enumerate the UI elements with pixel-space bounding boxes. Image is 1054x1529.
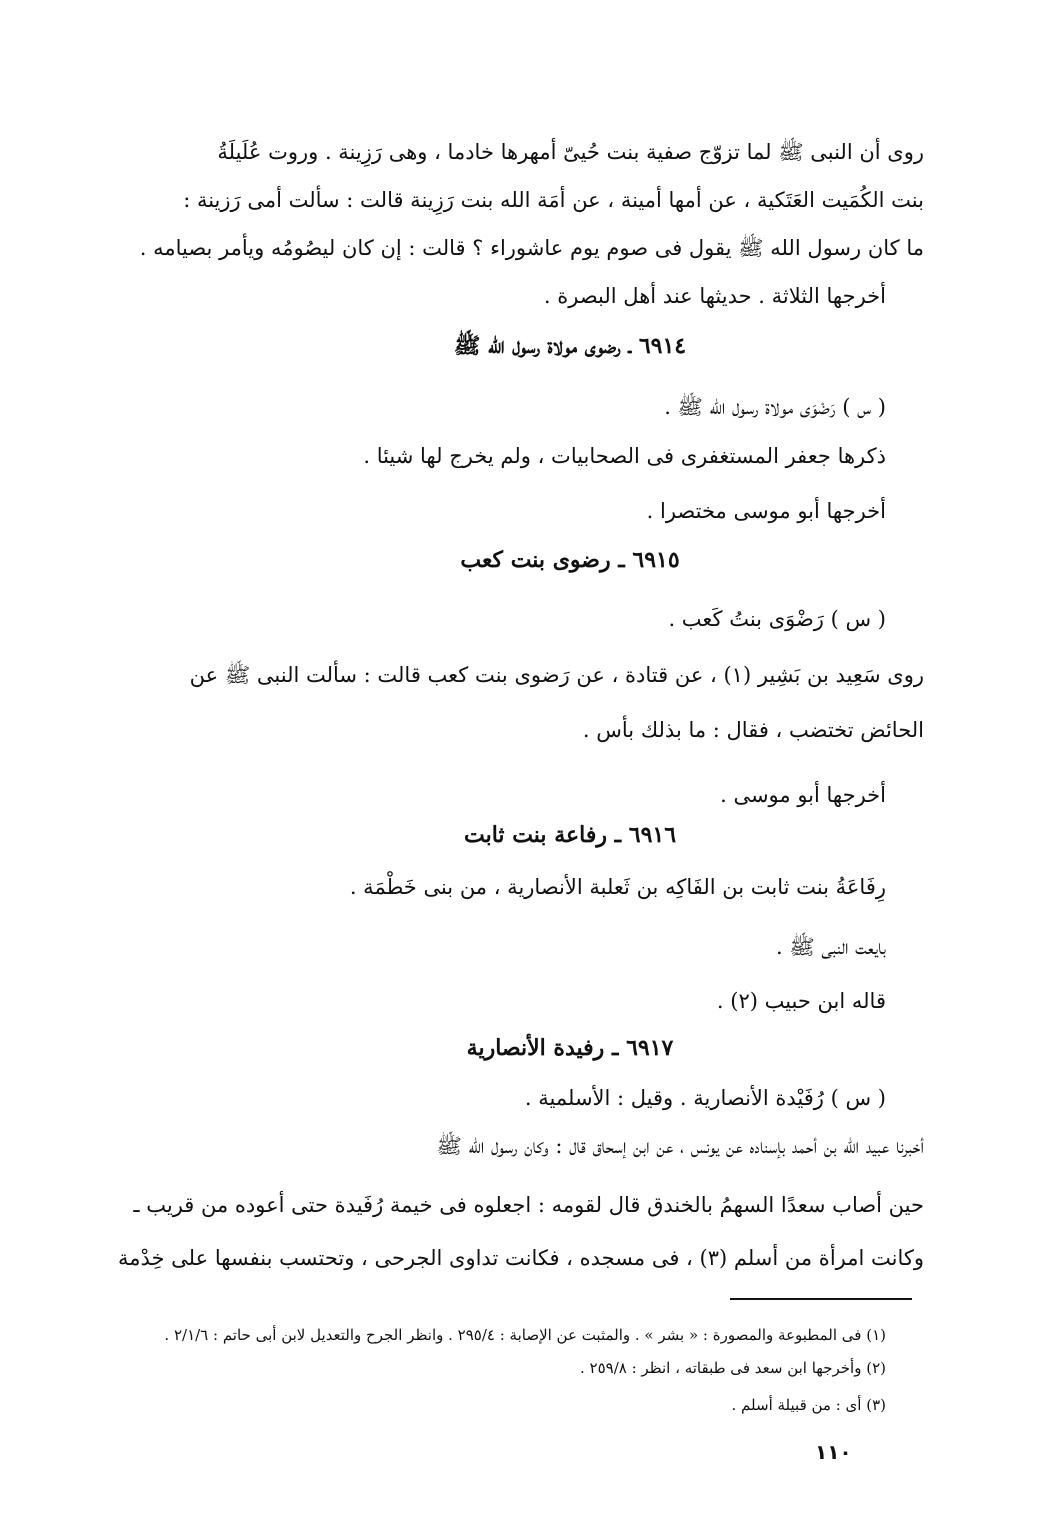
text-line: أخبرنا عبيد الله بن أحمد بإسناده عن يونس ، عن ابن إسحاق قال : وكان رسول الله ﷺ <box>436 1134 924 1158</box>
text-line: بايعت النبى ﷺ . <box>775 935 886 959</box>
text-line: حين أصاب سعدًا السهمُ بالخندق قال لقومه : اجعلوه فى خيمة رُفَيدة حتى أعوده من قريب ـ <box>133 1193 924 1217</box>
text-line: أخرجها أبو موسى . <box>720 783 886 807</box>
text-line: ( س ) رُفَيْدة الأنصارية . وقيل : الأسلمية . <box>524 1086 886 1110</box>
text-line: قاله ابن حبيب (٢) . <box>716 989 886 1013</box>
page-number: ١١٠ <box>815 1440 852 1464</box>
text-line: رِفَاعَةُ بنت ثابت بن الفَاكِه بن ثَعلبة الأنصارية ، من بنى خَطْمَة . <box>349 875 886 899</box>
text-line: روى سَعِيد بن بَشِير (١) ، عن قتادة ، عن رَضوى بنت كعب قالت : سألت النبى ﷺ عن <box>189 663 924 687</box>
footnote: (٣) أى : من قبيلة أسلم . <box>731 1396 886 1414</box>
text-line: أخرجها الثلاثة . حديثها عند أهل البصرة . <box>543 284 886 308</box>
entry-heading: ٦٩١٧ ـ رفيدة الأنصارية <box>466 1035 674 1061</box>
text-line: ما كان رسول الله ﷺ يقول فى صوم يوم عاشوراء ؟ قالت : إن كان ليصُومُه ويأمر بصيامه . <box>139 236 924 260</box>
text-line: ( س ) رَضْوَى بنتُ كَعب . <box>668 607 886 631</box>
footnote: (٢) وأخرجها ابن سعد فى طبقاته ، انظر : ٢٥٩/٨ . <box>579 1359 886 1377</box>
text-line: الحائض تختضب ، فقال : ما بذلك بأس . <box>582 718 924 742</box>
entry-heading: ٦٩١٦ ـ رفاعة بنت ثابت <box>463 822 677 848</box>
text-line: بنت الكُمَيت العَتَكية ، عن أمها أمينة ، عن أمَة الله بنت رَزِينة قالت : سألت أمى رَزينة : <box>183 188 924 212</box>
text-line: روى أن النبى ﷺ لما تزوّج صفية بنت حُيىّ أمهرها خادما ، وهى رَزِينة . وروت عُلَيلَةُ <box>217 140 924 164</box>
footnote: (١) فى المطبوعة والمصورة : « بشر » . والمثبت عن الإصابة : ٢٩٥/٤ . وانظر الجرح والتعديل لابن أبى حاتم : ٢/١/٦ . <box>164 1326 886 1344</box>
text-line: ذكرها جعفر المستغفرى فى الصحابيات ، ولم يخرج لها شيئا . <box>363 444 886 468</box>
entry-heading: ٦٩١٤ ـ رضوى مولاة رسول الله ﷺ <box>453 333 687 359</box>
text-line: ( س ) رَضْوَى مولاة رسول الله ﷺ . <box>664 395 886 419</box>
entry-heading: ٦٩١٥ ـ رضوى بنت كعب <box>460 547 680 573</box>
text-line: وكانت امرأة من أسلم (٣) ، فى مسجده ، فكانت تداوى الجرحى ، وتحتسب بنفسها على خِدْمة <box>117 1246 924 1270</box>
footnote-separator <box>730 1298 912 1300</box>
text-line: أخرجها أبو موسى مختصرا . <box>646 499 886 523</box>
